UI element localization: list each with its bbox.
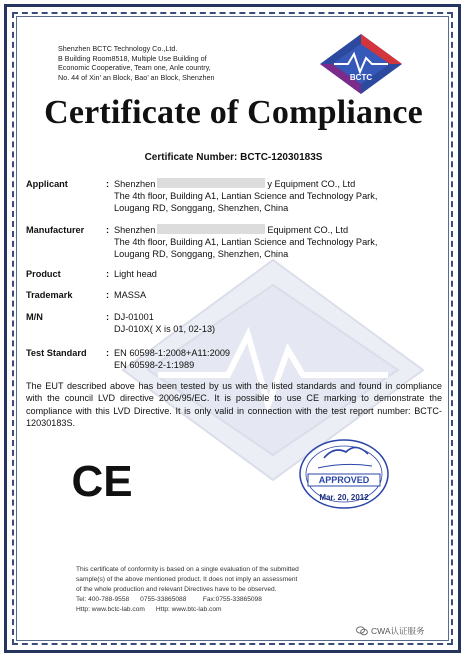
applicant-line2: The 4th floor, Building A1, Lantian Science and Technology Park, <box>114 191 378 201</box>
manufacturer-line3: Lougang RD, Songgang, Shenzhen, China <box>114 249 289 259</box>
footer-contact <box>76 595 396 605</box>
colon: : <box>106 348 110 358</box>
wechat-watermark <box>356 625 425 637</box>
wechat-text: CWA认证服务 <box>371 626 425 636</box>
standard-label: Test Standard <box>26 348 87 358</box>
issuer-line: Economic Cooperative, Team one, Anle country, <box>58 63 211 72</box>
colon: : <box>106 290 110 300</box>
redaction-box <box>157 178 265 188</box>
ce-mark <box>70 456 134 500</box>
model-label: M/N <box>26 312 43 322</box>
product-label: Product <box>26 269 61 279</box>
certificate-number: Certificate Number: BCTC-12030183S <box>144 152 323 163</box>
applicant-label: Applicant <box>26 179 68 189</box>
footer-fax: Fax:0755-33865098 <box>202 596 262 603</box>
footer-web2: Http: www.btc-lab.com <box>155 606 222 613</box>
model-value <box>114 311 434 335</box>
certificate-title: Certificate of Compliance <box>44 94 423 131</box>
ce-mark-text: CE <box>71 457 133 500</box>
applicant-line1-pre: Shenzhen <box>114 179 156 189</box>
product-value: Light head <box>114 269 157 279</box>
manufacturer-line2: The 4th floor, Building A1, Lantian Science and Technology Park, <box>114 237 378 247</box>
footer-line: sample(s) of the above mentioned product. It does not imply an assessment <box>76 576 298 583</box>
trademark-value: MASSA <box>114 290 147 300</box>
trademark-label: Trademark <box>26 290 73 300</box>
colon: : <box>106 269 110 279</box>
issuer-line: No. 44 of Xin’ an Block, Bao’ an Block, Shenzhen <box>58 72 215 82</box>
footer-tel2: 0755-33865088 <box>140 596 187 603</box>
bctc-logo <box>318 32 404 96</box>
applicant-line1-post: y Equipment CO., Ltd <box>267 179 356 189</box>
colon: : <box>106 179 110 189</box>
standard-value <box>114 347 434 371</box>
issuer-line: B Building Room8518, Multiple Use Building of <box>58 53 207 63</box>
footer-disclaimer <box>76 565 396 615</box>
colon: : <box>106 225 110 235</box>
model-line2: DJ-010X( X is 01, 02-13) <box>114 324 216 334</box>
applicant-line3: Lougang RD, Songgang, Shenzhen, China <box>114 203 289 213</box>
logo-text: BCTC <box>349 73 373 82</box>
issuer-address <box>58 44 215 82</box>
issuer-line: Shenzhen BCTC Technology Co.,Ltd. <box>58 44 178 53</box>
applicant-value <box>114 178 434 214</box>
standard-line1: EN 60598-1:2008+A11:2009 <box>114 348 231 358</box>
model-line1: DJ-01001 <box>114 312 154 322</box>
approval-stamp <box>294 432 394 512</box>
wechat-icon <box>356 626 368 636</box>
redaction-box <box>157 224 265 234</box>
colon: : <box>106 312 110 322</box>
stamp-approved: APPROVED <box>318 475 370 485</box>
manufacturer-line1-pre: Shenzhen <box>114 225 156 235</box>
footer-web <box>76 605 396 615</box>
stamp-date: Mar. 20, 2012 <box>319 493 369 502</box>
compliance-statement: The EUT described above has been tested by us with the listed standards and found in compliance with the council LVD directive 2006/95/EC. It is possible to use CE marking to demonstrate the compliance with this LVD Directive. It is only valid in connection with the test report number: BCTC-12030183S. <box>26 381 442 429</box>
manufacturer-label: Manufacturer <box>26 225 85 235</box>
footer-tel: Tel: 400-788-9558 <box>76 596 130 603</box>
manufacturer-line1-post: Equipment CO., Ltd <box>267 225 349 235</box>
standard-line2: EN 60598-2-1:1989 <box>114 360 195 370</box>
footer-line: of the whole production and relevant Directives have to be observed. <box>76 586 277 593</box>
footer-web1: Http: www.bctc-lab.com <box>76 606 145 613</box>
footer-line: This certificate of conformity is based on a single evaluation of the submitted <box>76 566 299 573</box>
manufacturer-value <box>114 224 434 260</box>
